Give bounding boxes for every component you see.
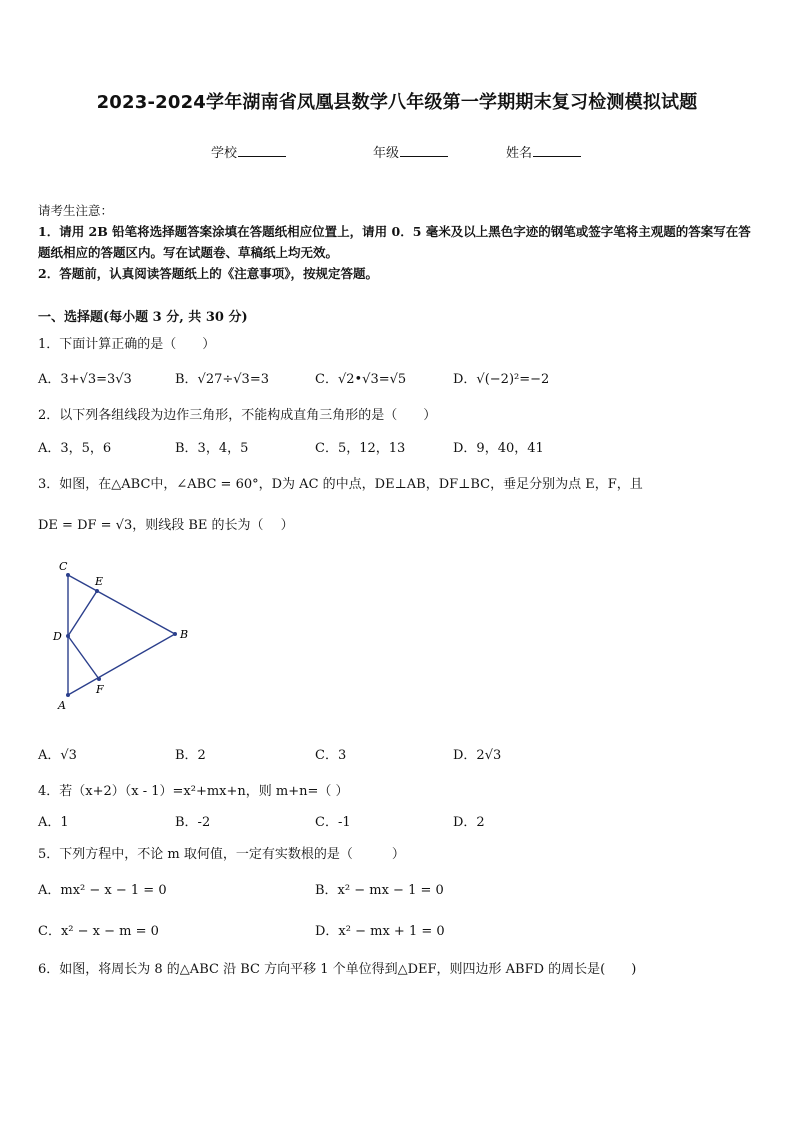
question-1-stem: 1．下面计算正确的是（ ） [38, 337, 216, 352]
q2-option-d[interactable]: D．9，40，41 [453, 441, 544, 456]
notice-item-1: 1．请用 2B 铅笔将选择题答案涂填在答题纸相应位置上，请用 0．5 毫米及以上黑色字迹的钢笔或签字笔将主观题的答案写在答题纸相应的答题区内。写在试题卷、草稿纸上均无效。 [38, 224, 751, 260]
q4-option-a[interactable]: A．1 [38, 815, 69, 830]
page-title: 2023-2024学年湖南省凤凰县数学八年级第一学期期末复习检测模拟试题 [96, 92, 698, 113]
q1-option-c[interactable]: C．√2•√3=√5 [315, 372, 407, 387]
label-d: D [53, 630, 62, 643]
name-label: 姓名 [506, 146, 533, 161]
grade-label: 年级 [373, 146, 400, 161]
question-2-stem: 2．以下列各组线段为边作三角形，不能构成直角三角形的是（ ） [38, 408, 437, 423]
q1-option-b[interactable]: B．√27÷√3=3 [175, 372, 269, 387]
label-f: F [96, 683, 104, 696]
name-blank[interactable] [533, 144, 581, 157]
point-b [173, 632, 177, 636]
q4-option-c[interactable]: C．-1 [315, 815, 351, 830]
q3-option-c[interactable]: C．3 [315, 748, 347, 763]
question-3-stem-line2: DE = DF = √3，则线段 BE 的长为（ ） [38, 518, 294, 533]
q3-option-d[interactable]: D．2√3 [453, 748, 502, 763]
q5-option-d[interactable]: D．x² − mx + 1 = 0 [315, 924, 445, 939]
label-c: C [59, 560, 68, 573]
q5-option-c[interactable]: C．x² − x − m = 0 [38, 924, 159, 939]
question-5-stem: 5．下列方程中，不论 m 取何值，一定有实数根的是（ ） [38, 847, 405, 862]
question-6-stem: 6．如图，将周长为 8 的△ABC 沿 BC 方向平移 1 个单位得到△DEF，则四边形 ABFD 的周长是( ) [38, 962, 637, 977]
school-blank[interactable] [238, 144, 286, 157]
q4-option-b[interactable]: B．-2 [175, 815, 211, 830]
q1-option-a[interactable]: A．3+√3=3√3 [38, 372, 132, 387]
section-heading: 一、选择题(每小题 3 分, 共 30 分) [38, 310, 248, 325]
point-d [66, 634, 70, 638]
school-label: 学校 [211, 146, 238, 161]
q5-option-a[interactable]: A．mx² − x − 1 = 0 [38, 883, 167, 898]
q2-option-b[interactable]: B．3，4，5 [175, 441, 249, 456]
q3-option-b[interactable]: B．2 [175, 748, 206, 763]
q3-option-a[interactable]: A．√3 [38, 748, 77, 763]
label-a: A [58, 699, 66, 712]
name-field [506, 142, 581, 161]
point-e [95, 589, 99, 593]
triangle-figure [48, 556, 198, 716]
notice-heading: 请考生注意： [38, 203, 114, 218]
question-3-stem-line1: 3．如图，在△ABC中，∠ABC = 60°，D为 AC 的中点，DE⊥AB，DF⊥BC，垂足分别为点 E，F，且 [38, 477, 643, 492]
grade-field [373, 142, 448, 161]
label-e: E [95, 575, 104, 588]
grade-blank[interactable] [400, 144, 448, 157]
q4-option-d[interactable]: D．2 [453, 815, 485, 830]
q2-option-a[interactable]: A．3，5，6 [38, 441, 112, 456]
label-b: B [180, 628, 189, 641]
segment-cb [68, 575, 175, 634]
point-a [66, 693, 70, 697]
point-c [66, 573, 70, 577]
q5-option-b[interactable]: B．x² − mx − 1 = 0 [315, 883, 444, 898]
school-field [211, 142, 286, 161]
point-f [97, 677, 101, 681]
q2-option-c[interactable]: C．5，12，13 [315, 441, 406, 456]
notice-block [38, 200, 760, 284]
q1-option-d[interactable]: D．√(−2)²=−2 [453, 372, 550, 387]
segment-de [68, 591, 97, 636]
segment-ab [68, 634, 175, 695]
segment-df [68, 636, 99, 679]
notice-item-2: 2．答题前，认真阅读答题纸上的《注意事项》，按规定答题。 [38, 266, 378, 281]
question-4-stem: 4．若（x+2）（x - 1）=x²+mx+n，则 m+n=（ ） [38, 784, 349, 799]
